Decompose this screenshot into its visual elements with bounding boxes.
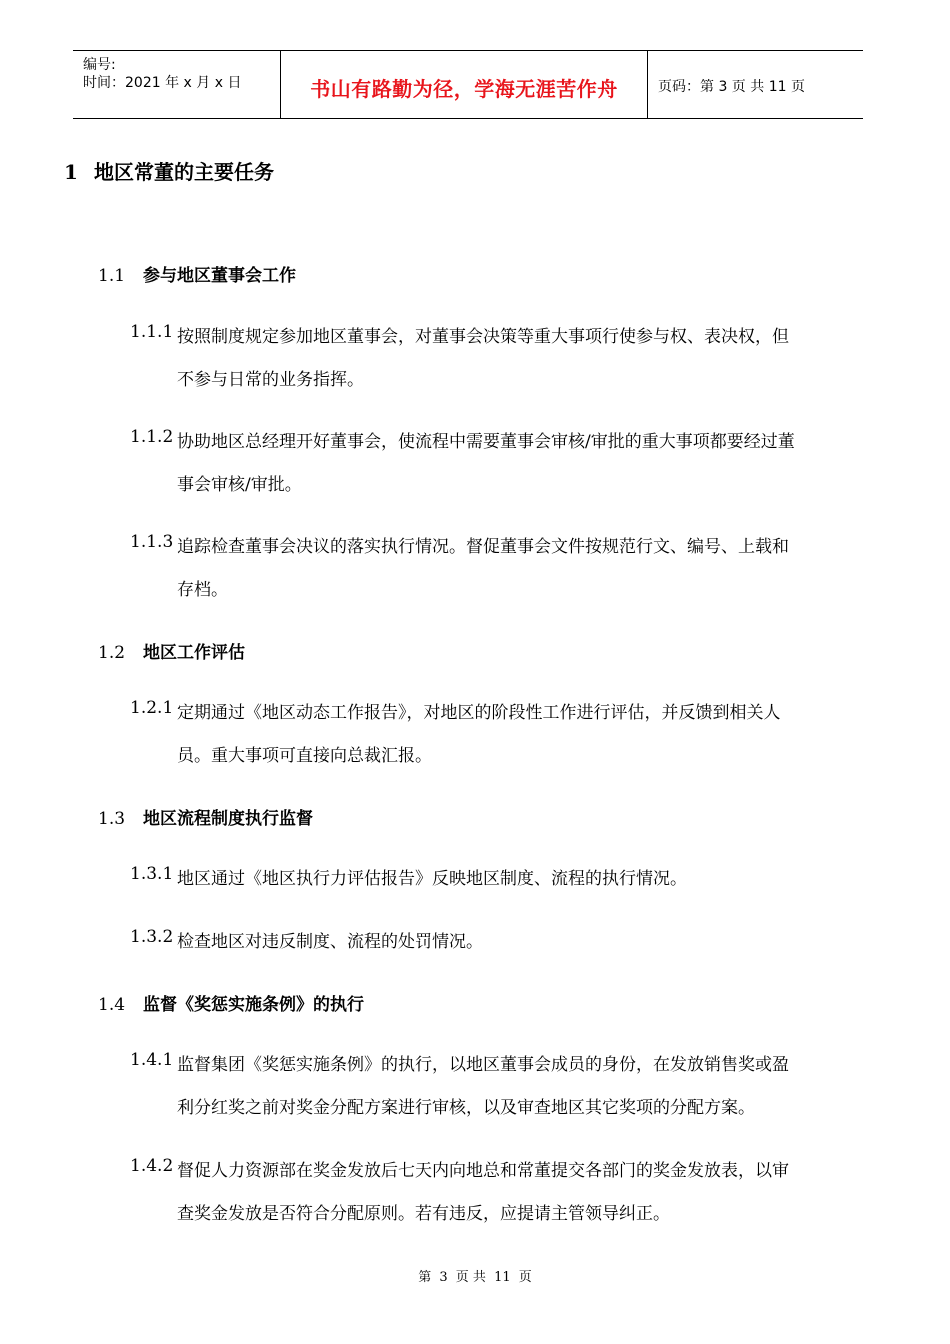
list-item <box>130 864 880 890</box>
list-item <box>130 322 880 392</box>
item-text: 督促人力资源部在奖金发放后七天内向地总和常董提交各部门的奖金发放表，以审 <box>177 1161 789 1181</box>
item-text: 定期通过《地区动态工作报告》，对地区的阶段性工作进行评估，并反馈到相关人 <box>177 703 781 723</box>
subsection-title: 地区流程制度执行监督 <box>143 809 313 829</box>
item-text-continued: 查奖金发放是否符合分配原则。若有违反，应提请主管领导纠正。 <box>177 1204 670 1224</box>
item-text: 检查地区对违反制度、流程的处罚情况。 <box>177 932 483 952</box>
section-number: 1 <box>64 160 78 184</box>
subsection-heading <box>98 261 296 286</box>
item-text: 按照制度规定参加地区董事会，对董事会决策等重大事项行使参与权、表决权，但 <box>177 327 789 347</box>
section-heading <box>64 156 274 185</box>
footer-total-pages: 11 <box>494 1270 511 1285</box>
list-item <box>130 427 880 497</box>
footer-prefix: 第 <box>418 1270 432 1285</box>
subsection-title: 地区工作评估 <box>143 643 245 663</box>
item-text: 地区通过《地区执行力评估报告》反映地区制度、流程的执行情况。 <box>177 869 687 889</box>
page-header <box>73 50 863 119</box>
item-number: 1.3.1 <box>130 864 174 884</box>
item-number: 1.4.2 <box>130 1156 174 1176</box>
subsection-number: 1.3 <box>98 809 126 829</box>
item-text: 监督集团《奖惩实施条例》的执行，以地区董事会成员的身份，在发放销售奖或盈 <box>177 1055 789 1075</box>
list-item <box>130 927 880 953</box>
footer-mid: 页 共 <box>455 1270 486 1285</box>
item-text-continued: 利分红奖之前对奖金分配方案进行审核，以及审查地区其它奖项的分配方案。 <box>177 1098 755 1118</box>
subsection-title: 监督《奖惩实施条例》的执行 <box>143 995 364 1015</box>
item-text-continued: 存档。 <box>177 580 228 600</box>
header-motto: 书山有路勤为径，学海无涯苦作舟 <box>310 77 618 101</box>
item-number: 1.1.2 <box>130 427 174 447</box>
list-item <box>130 532 880 602</box>
subsection-number: 1.2 <box>98 643 126 663</box>
item-number: 1.1.1 <box>130 322 174 342</box>
document-code-label: 编号: <box>83 57 116 73</box>
subsection-heading <box>98 638 245 663</box>
item-number: 1.2.1 <box>130 698 174 718</box>
list-item <box>130 1156 880 1226</box>
section-title: 地区常董的主要任务 <box>94 160 274 184</box>
item-text-continued: 不参与日常的业务指挥。 <box>177 370 364 390</box>
footer-suffix: 页 <box>518 1270 532 1285</box>
item-text: 追踪检查董事会决议的落实执行情况。督促董事会文件按规范行文、编号、上载和 <box>177 537 789 557</box>
list-item <box>130 698 880 768</box>
item-number: 1.4.1 <box>130 1050 174 1070</box>
subsection-heading <box>98 990 364 1015</box>
page-footer <box>0 1266 950 1285</box>
document-time-label: 时间：2021 年 x 月 x 日 <box>83 75 242 91</box>
item-text-continued: 员。重大事项可直接向总裁汇报。 <box>177 746 432 766</box>
subsection-title: 参与地区董事会工作 <box>143 266 296 286</box>
item-number: 1.3.2 <box>130 927 174 947</box>
list-item <box>130 1050 880 1120</box>
subsection-number: 1.1 <box>98 266 126 286</box>
footer-page-number: 3 <box>439 1270 448 1285</box>
header-page-number: 页码：第 3 页 共 11 页 <box>658 79 805 95</box>
item-text: 协助地区总经理开好董事会，使流程中需要董事会审核/审批的重大事项都要经过董 <box>177 432 795 452</box>
item-number: 1.1.3 <box>130 532 174 552</box>
subsection-heading <box>98 804 313 829</box>
header-motto-cell <box>281 51 648 118</box>
item-text-continued: 事会审核/审批。 <box>177 475 302 495</box>
header-page-cell <box>648 51 863 118</box>
subsection-number: 1.4 <box>98 995 126 1015</box>
header-info-cell <box>73 51 281 118</box>
